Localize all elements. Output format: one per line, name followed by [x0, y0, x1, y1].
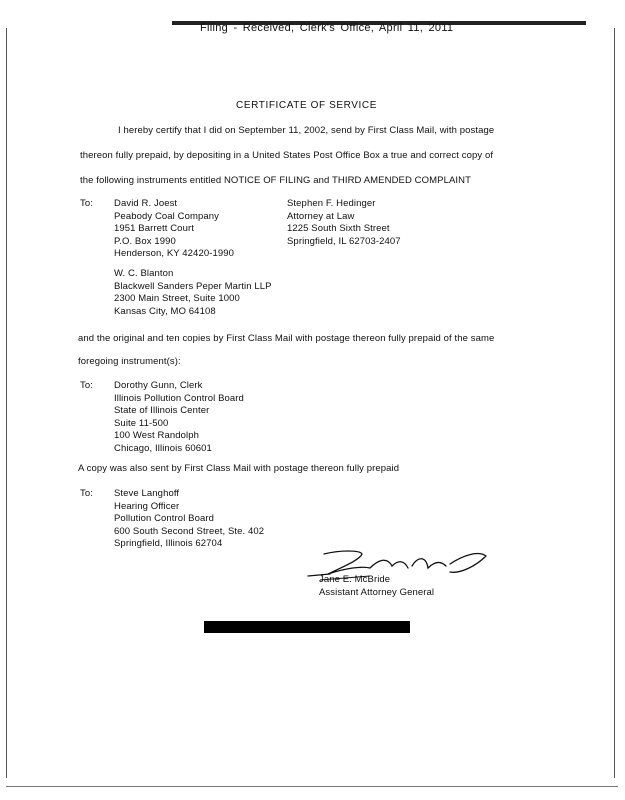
to-label: To: [80, 380, 93, 391]
copy-line: A copy was also sent by First Class Mail with postage thereon fully prepaid [78, 463, 400, 474]
recipient-hedinger [287, 198, 401, 248]
address-line: 1951 Barrett Court [114, 223, 194, 235]
address-line: Stephen F. Hedinger [287, 198, 376, 209]
address-line: Chicago, Illinois 60601 [114, 442, 212, 454]
address-line: Kansas City, MO 64108 [114, 305, 216, 317]
scan-edge-bottom [6, 786, 618, 787]
filing-stamp: Filing - Received, Clerk's Office, April 11, 2011 [200, 22, 454, 34]
signer-title: Assistant Attorney General [319, 587, 435, 598]
address-line: W. C. Blanton [114, 268, 174, 279]
address-line: 2300 Main Street, Suite 1000 [114, 293, 240, 305]
address-line: State of Illinois Center [114, 405, 210, 417]
body-line-1: I hereby certify that I did on September 11, 2002, send by First Class Mail, with postage [118, 125, 495, 136]
scan-edge-right [614, 28, 615, 778]
original-line-1: and the original and ten copies by First Class Mail with postage thereon fully prepaid of the same [78, 333, 495, 344]
recipient-officer [114, 488, 264, 551]
body-line-2: thereon fully prepaid, by depositing in a United States Post Office Box a true and correct copy of [80, 150, 494, 161]
recipient-blanton [114, 268, 272, 318]
original-line-2: foregoing instrument(s): [78, 356, 181, 367]
address-line: Springfield, IL 62703-2407 [287, 235, 401, 247]
certificate-title: CERTIFICATE OF SERVICE [236, 100, 377, 111]
recipient-clerk [114, 380, 244, 456]
address-line: Henderson, KY 42420-1990 [114, 248, 235, 260]
address-line: P.O. Box 1990 [114, 235, 176, 247]
address-line: Dorothy Gunn, Clerk [114, 380, 203, 391]
body-line-3: the following instruments entitled NOTICE OF FILING and THIRD AMENDED COMPLAINT [80, 175, 472, 186]
redaction-bar [204, 621, 410, 633]
signer-name: Jane E. McBride [319, 574, 391, 585]
address-line: Suite 11-500 [114, 417, 169, 429]
address-line: Peabody Coal Company [114, 210, 219, 222]
address-line: Blackwell Sanders Peper Martin LLP [114, 280, 272, 292]
address-line: David R. Joest [114, 198, 178, 209]
address-line: 1225 South Sixth Street [287, 223, 390, 235]
address-line: 600 South Second Street, Ste. 402 [114, 525, 265, 537]
address-line: Steve Langhoff [114, 488, 180, 499]
to-label: To: [80, 488, 93, 499]
address-line: 100 West Randolph [114, 430, 199, 442]
address-line: Illinois Pollution Control Board [114, 392, 244, 404]
address-line: Springfield, Illinois 62704 [114, 538, 223, 550]
to-label: To: [80, 198, 93, 209]
recipient-joest [114, 198, 234, 261]
scan-edge-left [6, 28, 7, 778]
address-line: Pollution Control Board [114, 513, 214, 525]
address-line: Attorney at Law [287, 210, 355, 222]
address-line: Hearing Officer [114, 500, 180, 512]
